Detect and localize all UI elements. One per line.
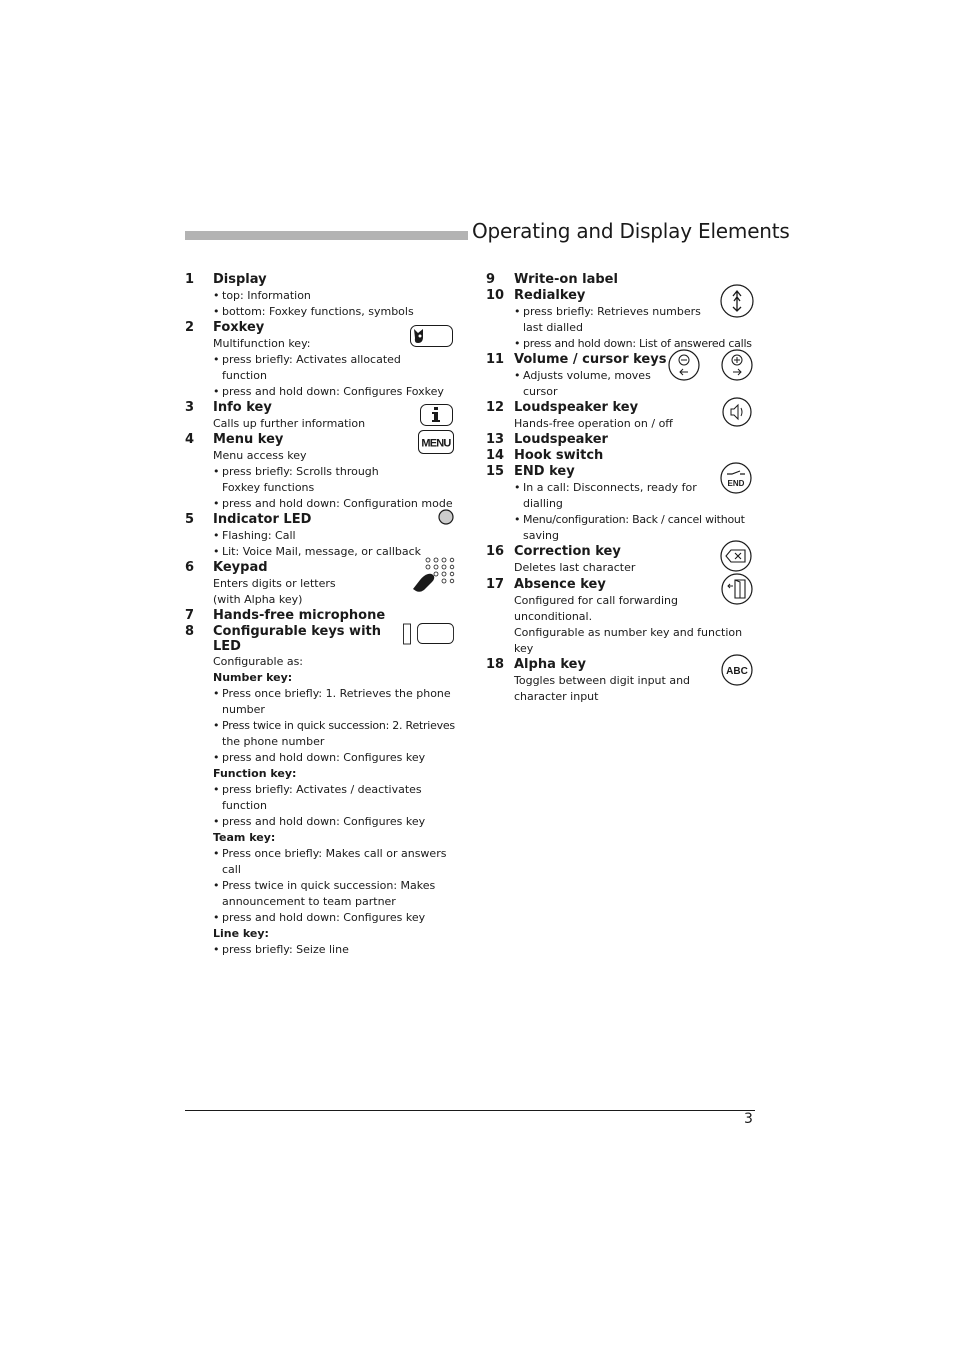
svg-text:ABC: ABC bbox=[726, 666, 748, 677]
bullet-item: • press briefly: Seize line bbox=[213, 942, 455, 958]
bullet-continuation: cursor bbox=[523, 385, 558, 398]
entry-number: 15 bbox=[486, 464, 505, 479]
svg-text:END: END bbox=[727, 479, 745, 488]
end-key-icon bbox=[720, 462, 752, 494]
bullet-item: • press briefly: Retrieves numbers bbox=[514, 304, 756, 320]
bullet-item: • press and hold down: Configures key bbox=[213, 814, 455, 830]
entry-hands-free-microphone bbox=[185, 608, 455, 624]
entry-title: Write-on label bbox=[514, 272, 618, 287]
entry-description: Menu access key bbox=[213, 449, 307, 462]
volume-up-icon bbox=[721, 349, 753, 381]
entry-info-key bbox=[185, 400, 455, 432]
entry-indicator-led bbox=[185, 512, 455, 560]
bullet-item: • Press once briefly: 1. Retrieves the phone bbox=[213, 686, 455, 702]
menu-key-icon bbox=[418, 430, 454, 454]
volume-down-icon bbox=[668, 349, 700, 381]
entry-title: END key bbox=[514, 464, 575, 479]
info-key-icon bbox=[420, 404, 453, 426]
bullet-item: • press and hold down: Configures key bbox=[213, 750, 455, 766]
entry-number: 14 bbox=[486, 448, 505, 463]
footer-rule bbox=[185, 1110, 755, 1111]
loudspeaker-key-icon bbox=[722, 397, 752, 427]
entry-title: Hook switch bbox=[514, 448, 604, 463]
entry-title: Info key bbox=[213, 400, 272, 415]
left-column bbox=[185, 272, 455, 958]
entry-description: Toggles between digit input and bbox=[514, 674, 691, 687]
entry-number: 2 bbox=[185, 320, 195, 335]
entry-number: 11 bbox=[486, 352, 505, 367]
entry-number: 3 bbox=[185, 400, 195, 415]
bullet-continuation: number bbox=[222, 703, 265, 716]
entry-display bbox=[185, 272, 455, 320]
subheading-function-key: Function key: bbox=[213, 767, 297, 780]
entry-title: Alpha key bbox=[514, 657, 586, 672]
bullet-item: • press and hold down: Configures key bbox=[213, 910, 455, 926]
foxkey-icon bbox=[410, 325, 453, 347]
entry-description: key bbox=[514, 642, 534, 655]
subheading-line-key: Line key: bbox=[213, 927, 269, 940]
led-icon bbox=[438, 509, 454, 525]
subheading-team-key: Team key: bbox=[213, 831, 276, 844]
bullet-item: • press briefly: Scrolls through bbox=[213, 464, 455, 480]
subheading-number-key: Number key: bbox=[213, 671, 293, 684]
bullet-item: • press briefly: Activates / deactivates bbox=[213, 782, 455, 798]
entry-menu-key bbox=[185, 432, 455, 512]
entry-title: Keypad bbox=[213, 560, 268, 575]
bullet-item: • press and hold down: List of answered calls bbox=[514, 336, 756, 352]
bullet-item: • bottom: Foxkey functions, symbols bbox=[213, 304, 455, 320]
entry-title: Display bbox=[213, 272, 267, 287]
entry-number: 5 bbox=[185, 512, 195, 527]
entry-title: Absence key bbox=[514, 577, 606, 592]
bullet-continuation: last dialled bbox=[523, 321, 583, 334]
entry-configurable-keys bbox=[185, 624, 455, 958]
entry-number: 16 bbox=[486, 544, 505, 559]
entry-foxkey bbox=[185, 320, 455, 400]
entry-title: Redialkey bbox=[514, 288, 586, 303]
entry-title: Loudspeaker bbox=[514, 432, 608, 447]
entry-redial-key bbox=[486, 288, 756, 352]
keypad-icon bbox=[412, 556, 454, 592]
bullet-item: • press and hold down: Configuration mode bbox=[213, 496, 455, 512]
entry-keypad bbox=[185, 560, 455, 608]
configurable-key-icon bbox=[403, 623, 455, 645]
entry-title: Foxkey bbox=[213, 320, 265, 335]
entry-number: 9 bbox=[486, 272, 496, 287]
entry-description: Enters digits or letters bbox=[213, 577, 336, 590]
redial-key-icon bbox=[720, 284, 754, 318]
bullet-continuation: Foxkey functions bbox=[222, 481, 315, 494]
entry-number: 10 bbox=[486, 288, 505, 303]
entry-title: Hands-free microphone bbox=[213, 608, 386, 623]
bullet-continuation: saving bbox=[523, 529, 559, 542]
entry-title: Correction key bbox=[514, 544, 621, 559]
entry-number: 4 bbox=[185, 432, 195, 447]
entry-title: Loudspeaker key bbox=[514, 400, 639, 415]
entry-title-continuation: LED bbox=[213, 639, 241, 654]
entry-end-key bbox=[486, 464, 756, 544]
bullet-item: • top: Information bbox=[213, 288, 455, 304]
entry-title: Menu key bbox=[213, 432, 284, 447]
entry-correction-key bbox=[486, 544, 756, 576]
bullet-item: • Menu/configuration: Back / cancel without bbox=[514, 512, 756, 528]
correction-key-icon bbox=[720, 540, 752, 572]
bullet-item: • In a call: Disconnects, ready for bbox=[514, 480, 756, 496]
entry-description: (with Alpha key) bbox=[213, 593, 303, 606]
entry-title: Indicator LED bbox=[213, 512, 312, 527]
entry-description: Calls up further information bbox=[213, 417, 366, 430]
entry-alpha-key bbox=[486, 657, 756, 705]
bullet-item: • Lit: Voice Mail, message, or callback bbox=[213, 544, 455, 560]
entry-loudspeaker bbox=[486, 432, 756, 448]
bullet-continuation: announcement to team partner bbox=[222, 895, 396, 908]
entry-number: 13 bbox=[486, 432, 505, 447]
bullet-continuation: function bbox=[222, 369, 267, 382]
bullet-item: • Press twice in quick succession: 2. Retrieves bbox=[213, 718, 455, 734]
entry-description: Configurable as number key and function bbox=[514, 626, 743, 639]
alpha-key-icon bbox=[721, 654, 753, 686]
bullet-continuation: function bbox=[222, 799, 267, 812]
bullet-item: • Adjusts volume, moves bbox=[514, 368, 756, 384]
entry-description: Multifunction key: bbox=[213, 337, 311, 350]
entry-description: Configured for call forwarding bbox=[514, 594, 678, 607]
entry-number: 6 bbox=[185, 560, 195, 575]
entry-title: Volume / cursor keys bbox=[514, 352, 667, 367]
entry-number: 8 bbox=[185, 624, 195, 639]
bullet-continuation: dialling bbox=[523, 497, 563, 510]
bullet-item: • Press once briefly: Makes call or answers bbox=[213, 846, 455, 862]
entry-number: 12 bbox=[486, 400, 505, 415]
page-title: Operating and Display Elements bbox=[472, 219, 790, 243]
entry-description: Configurable as: bbox=[213, 655, 304, 668]
entry-number: 17 bbox=[486, 577, 505, 592]
entry-description: Deletes last character bbox=[514, 561, 636, 574]
svg-text:MENU: MENU bbox=[421, 437, 451, 450]
entry-number: 7 bbox=[185, 608, 195, 623]
bullet-item: • Press twice in quick succession: Makes bbox=[213, 878, 455, 894]
bullet-item: • press briefly: Activates allocated bbox=[213, 352, 455, 368]
entry-number: 18 bbox=[486, 657, 505, 672]
entry-absence-key bbox=[486, 577, 756, 657]
bullet-item: • Flashing: Call bbox=[213, 528, 455, 544]
bullet-continuation: the phone number bbox=[222, 735, 325, 748]
entry-description: Hands-free operation on / off bbox=[514, 417, 673, 430]
entry-title: Configurable keys with bbox=[213, 624, 381, 639]
absence-key-icon bbox=[721, 573, 753, 605]
entry-number: 1 bbox=[185, 272, 195, 287]
entry-hook-switch bbox=[486, 448, 756, 464]
entry-volume-cursor-keys bbox=[486, 352, 756, 400]
entry-write-on-label bbox=[486, 272, 756, 288]
page-number: 3 bbox=[744, 1111, 753, 1127]
entry-description: character input bbox=[514, 690, 599, 703]
entry-description: unconditional. bbox=[514, 610, 593, 623]
bullet-item: • press and hold down: Configures Foxkey bbox=[213, 384, 455, 400]
right-column bbox=[486, 272, 756, 705]
header-bar bbox=[185, 231, 468, 240]
bullet-continuation: call bbox=[222, 863, 241, 876]
entry-loudspeaker-key bbox=[486, 400, 756, 432]
